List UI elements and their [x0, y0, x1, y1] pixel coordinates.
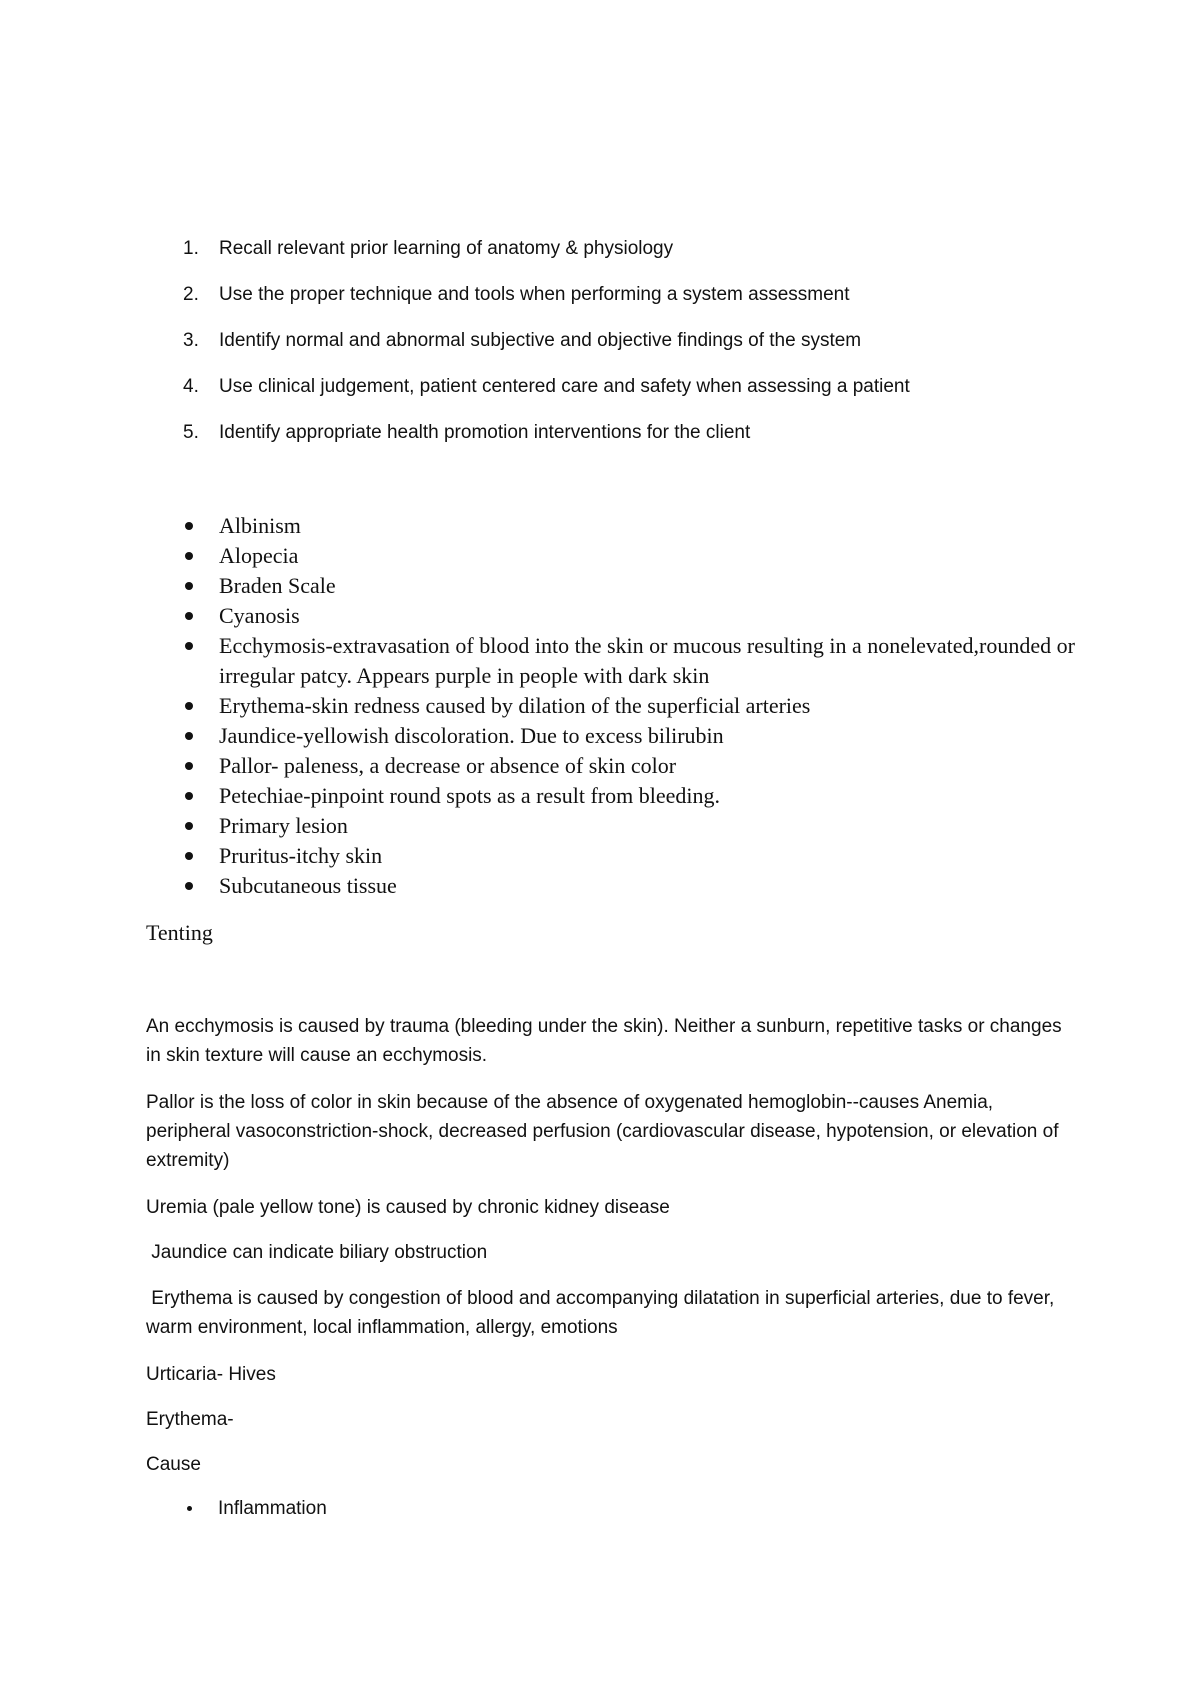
objective-number: 4. — [183, 376, 199, 397]
objective-number: 1. — [183, 238, 199, 259]
pallor-paragraph: Pallor is the loss of color in skin because of the absence of oxygenated hemoglobin--causes Anemia, peripheral vasoconstriction-shock, decreased perfusion (cardiovascular disease, hypotension, or elevation of extremity) — [146, 1092, 1059, 1171]
bullet-icon — [185, 552, 193, 560]
term-text: Alopecia — [219, 543, 299, 568]
urticaria-paragraph: Urticaria- Hives — [146, 1364, 276, 1385]
term-text: Subcutaneous tissue — [219, 873, 397, 898]
term-item — [183, 601, 1083, 631]
objective-text: Identify normal and abnormal subjective and objective findings of the system — [219, 330, 862, 351]
objective-number: 3. — [183, 330, 199, 351]
bullet-icon — [185, 522, 193, 530]
term-text: Erythema-skin redness caused by dilation of the superficial arteries — [219, 693, 811, 718]
term-item — [183, 691, 1083, 721]
bullet-icon — [185, 762, 193, 770]
bullet-icon — [185, 582, 193, 590]
bullet-icon — [185, 792, 193, 800]
objective-text: Use clinical judgement, patient centered care and safety when assessing a patient — [219, 376, 910, 397]
bullet-icon — [185, 702, 193, 710]
term-item — [183, 511, 1083, 541]
term-text: Ecchymosis-extravasation of blood into the skin or mucous resulting in a nonelevated,rounded or irregular patcy. Appears purple in people with dark skin — [219, 633, 1075, 688]
term-item — [183, 781, 1083, 811]
terms-list — [183, 511, 1083, 901]
cause-item — [146, 1494, 327, 1523]
term-item — [183, 811, 1083, 841]
uremia-paragraph: Uremia (pale yellow tone) is caused by chronic kidney disease — [146, 1197, 670, 1218]
term-item — [183, 751, 1083, 781]
objective-text: Recall relevant prior learning of anatomy & physiology — [219, 238, 674, 259]
tenting-heading: Tenting — [146, 920, 213, 945]
cause-list — [146, 1494, 327, 1523]
term-item — [183, 721, 1083, 751]
term-text: Primary lesion — [219, 813, 348, 838]
bullet-icon — [185, 852, 193, 860]
term-item — [183, 871, 1083, 901]
bullet-icon — [185, 732, 193, 740]
term-text: Jaundice-yellowish discoloration. Due to excess bilirubin — [219, 723, 724, 748]
term-text: Pallor- paleness, a decrease or absence of skin color — [219, 753, 677, 778]
objective-number: 2. — [183, 284, 199, 305]
erythema-paragraph: Erythema is caused by congestion of blood and accompanying dilatation in superficial arteries, due to fever, warm environment, local inflammation, allergy, emotions — [146, 1288, 1060, 1338]
term-text: Pruritus-itchy skin — [219, 843, 383, 868]
cause-heading: Cause — [146, 1454, 201, 1475]
term-text: Cyanosis — [219, 603, 300, 628]
term-item — [183, 631, 1083, 691]
objective-text: Identify appropriate health promotion interventions for the client — [219, 422, 751, 443]
term-text: Albinism — [219, 513, 301, 538]
bullet-icon — [185, 612, 193, 620]
objective-number: 5. — [183, 422, 199, 443]
ecchymosis-paragraph: An ecchymosis is caused by trauma (bleeding under the skin). Neither a sunburn, repetitive tasks or changes in skin texture will cause an ecchymosis. — [146, 1016, 1062, 1066]
cause-text: Inflammation — [218, 1498, 327, 1519]
term-item — [183, 841, 1083, 871]
term-text: Petechiae-pinpoint round spots as a result from bleeding. — [219, 783, 720, 808]
objective-text: Use the proper technique and tools when performing a system assessment — [219, 284, 850, 305]
erythema-heading: Erythema- — [146, 1409, 234, 1430]
bullet-icon — [185, 822, 193, 830]
jaundice-paragraph: Jaundice can indicate biliary obstruction — [146, 1242, 488, 1263]
term-item — [183, 541, 1083, 571]
bullet-icon — [185, 642, 193, 650]
bullet-icon — [187, 1506, 192, 1511]
bullet-icon — [185, 882, 193, 890]
term-item — [183, 571, 1083, 601]
term-text: Braden Scale — [219, 573, 336, 598]
